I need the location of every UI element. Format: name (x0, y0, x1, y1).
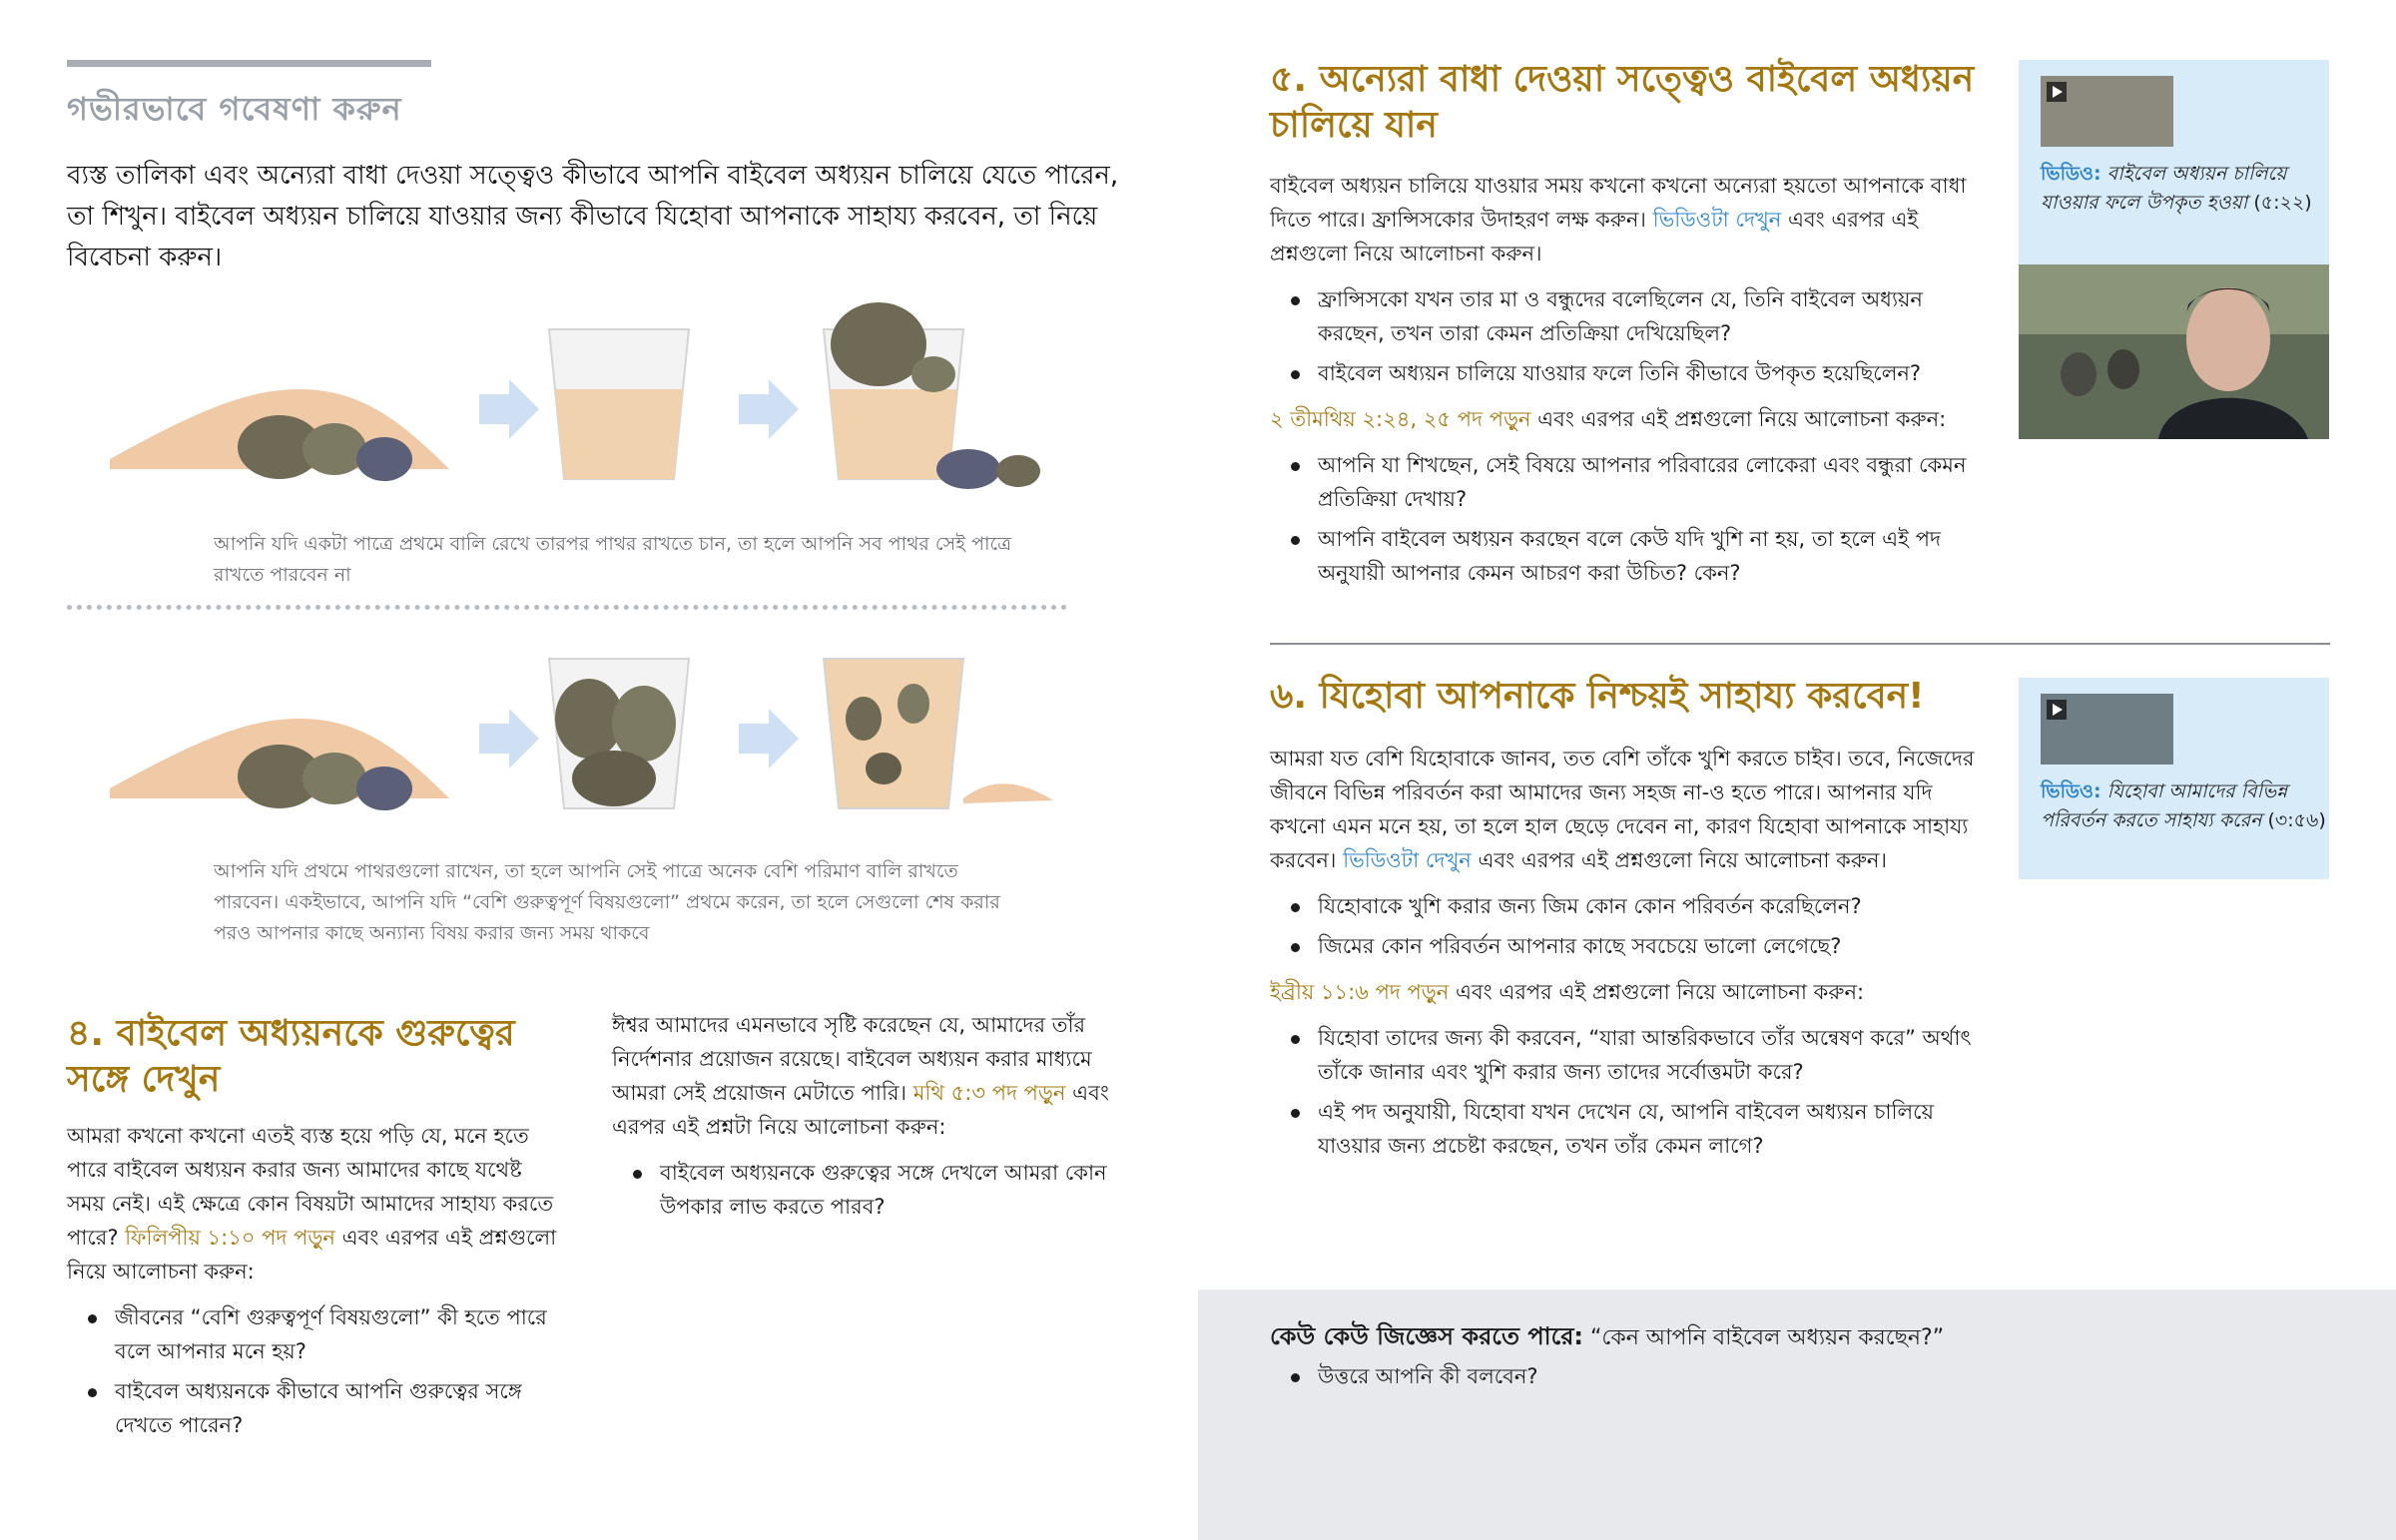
rock (911, 356, 955, 392)
footer-quote: “কেন আপনি বাইবেল অধ্যয়ন করছেন?” (1590, 1325, 1945, 1350)
research-heading: গভীরভাবে গবেষণা করুন (67, 90, 402, 128)
paragraph-text: এবং এরপর এই প্রশ্নগুলো নিয়ে আলোচনা করুন। (1478, 848, 1887, 872)
video-duration: (৩:৫৬) (2267, 809, 2326, 831)
rock (302, 753, 366, 804)
section-4-title: ৪. বাইবেল অধ্যয়নকে গুরুত্বের সঙ্গে দেখুন (67, 1013, 515, 1100)
question-list (1270, 889, 1989, 963)
sand-in-glass (555, 389, 683, 479)
rock (866, 753, 901, 784)
arrow-right-icon (739, 379, 799, 439)
arrow-right-icon (479, 709, 539, 769)
paragraph-text: এবং এরপর এই প্রশ্নগুলো নিয়ে আলোচনা করুন: (67, 1226, 557, 1283)
question-item: বাইবেল অধ্যয়নকে কীভাবে আপনি গুরুত্বের সঙ্গে দেখতে পারেন? (115, 1374, 566, 1442)
video-still-photo[interactable] (2019, 264, 2329, 439)
illustration-caption-1: আপনি যদি একটা পাত্রে প্রথমে বালি রেখে তারপর পাথর রাখতে চান, তা হলে আপনি সব পাথর সেই পাত্রে রাখতে পারবেন না (214, 533, 1012, 586)
video-duration: (৫:২২) (2253, 192, 2312, 214)
question-item: আপনি যা শিখছেন, সেই বিষয়ে আপনার পরিবারের লোকেরা এবং বন্ধুরা কেমন প্রতিক্রিয়া দেখায়? (1318, 448, 1989, 516)
video-caption (2041, 777, 2330, 835)
footer-lead: কেউ কেউ জিজ্ঞেস করতে পারে: (1270, 1322, 1584, 1350)
question-item: জিমের কোন পরিবর্তন আপনার কাছে সবচেয়ে ভালো লেগেছে? (1318, 929, 1989, 963)
paragraph-text: বাইবেল অধ্যয়ন চালিয়ে যাওয়ার সময় কখনো কখনো অন্যেরা হয়তো আপনাকে বাধা দিতে পারে। ফ্রান্সিসকোর উদাহরণ লক্ষ করুন। (1270, 174, 1967, 232)
sand-first-illustration (110, 299, 1068, 499)
question-item: এই পদ অনুযায়ী, যিহোবা যখন দেখেন যে, আপনি বাইবেল অধ্যয়ন চালিয়ে যাওয়ার জন্য প্রচেষ্টা করছেন, তখন তাঁর কেমন লাগে? (1318, 1095, 1989, 1163)
question-list (1270, 1359, 2316, 1399)
scripture-link-matthew[interactable]: মথি ৫:৩ পদ পড়ুন (912, 1081, 1066, 1105)
paragraph-text: এবং এরপর এই প্রশ্নগুলো নিয়ে আলোচনা করুন: (1537, 407, 1947, 431)
paragraph-text: আমরা কখনো কখনো এতই ব্যস্ত হয়ে পড়ি যে, মনে হতে পারে বাইবেল অধ্যয়ন করার জন্য আমাদের কাছে যথেষ্ট সময় নেই। এই ক্ষেত্রে কোন বিষয়টা আমাদের সাহায্য করতে পারে? (67, 1124, 554, 1250)
paragraph-text: এবং এরপর এই প্রশ্নগুলো নিয়ে আলোচনা করুন। (1270, 208, 1919, 265)
research-intro: ব্যস্ত তালিকা এবং অন্যেরা বাধা দেওয়া সত্ত্বেও কীভাবে আপনি বাইবেল অধ্যয়ন চালিয়ে যেতে পারেন, তা শিখুন। বাইবেল অধ্যয়ন চালিয়ে যাওয়ার জন্য কীভাবে যিহোবা আপনাকে সাহায্য করবেন, তা নিয়ে বিবেচনা করুন। (67, 161, 1119, 272)
section-4-continued (612, 1008, 1116, 1230)
video-box-5[interactable] (2019, 60, 2329, 439)
watch-video-link[interactable]: ভিডিওটা দেখুন (1343, 848, 1472, 872)
play-icon[interactable] (2047, 82, 2067, 102)
section-6-read-line (1270, 975, 1989, 1009)
illustration-caption-2: আপনি যদি প্রথমে পাথরগুলো রাখেন, তা হলে আপনি সেই পাত্রে অনেক বেশি পরিমাণ বালি রাখতে পারবেন। একইভাবে, আপনি যদি “বেশি গুরুত্বপূর্ণ বিষয়গুলো” প্রথমে করেন, তা হলে সেগুলো শেষ করার পরও আপনার কাছে অন্যান্য বিষয় করার জন্য সময় থাকবে (214, 860, 1000, 944)
rock (572, 751, 656, 806)
rock (302, 423, 366, 475)
section-4-paragraph-2 (612, 1008, 1116, 1144)
arrow-right-icon (739, 709, 799, 769)
discussion-footer (1198, 1289, 2396, 1540)
watch-video-link[interactable]: ভিডিওটা দেখুন (1652, 208, 1782, 232)
video-title: বাইবেল অধ্যয়ন চালিয়ে যাওয়ার ফলে উপকৃত হওয়া (2041, 163, 2287, 214)
question-item: উত্তরে আপনি কী বলবেন? (1318, 1359, 2316, 1393)
video-label: ভিডিও: (2041, 780, 2101, 802)
rock (996, 455, 1040, 487)
scripture-link-2-timothy[interactable]: ২ তীমথিয় ২:২৪, ২৫ পদ পড়ুন (1270, 407, 1531, 431)
rock (846, 697, 882, 741)
section-6-title: ৬. যিহোবা আপনাকে নিশ্চয়ই সাহায্য করবেন! (1270, 676, 1925, 717)
question-list (1270, 1021, 1989, 1163)
arrow-right-icon (479, 379, 539, 439)
section-divider (1270, 643, 2330, 645)
paragraph-text: আমরা যত বেশি যিহোবাকে জানব, তত বেশি তাঁকে খুশি করতে চাইব। তবে, নিজেদের জীবনে বিভিন্ন পরিবর্তন করা আমাদের জন্য সহজ না-ও হতে পারে। আপনার যদি কখনো এমন মনে হয়, তা হলে হাল ছেড়ে দেবেন না, কারণ যিহোবা আপনাকে সাহায্য করবেন। (1270, 747, 1975, 872)
question-item: যিহোবা তাদের জন্য কী করবেন, “যারা আন্তরিকভাবে তাঁর অন্বেষণ করে” অর্থাৎ তাঁকে জানার এবং খুশি করার জন্য তাদের সর্বোত্তমটা করে? (1318, 1021, 1989, 1089)
question-item: ফ্রান্সিসকো যখন তার মা ও বন্ধুদের বলেছিলেন যে, তিনি বাইবেল অধ্যয়ন করছেন, তখন তারা কেমন প্রতিক্রিয়া দেখিয়েছিল? (1318, 282, 1989, 350)
scripture-link-hebrews[interactable]: ইব্রীয় ১১:৬ পদ পড়ুন (1270, 980, 1450, 1004)
question-list (1270, 448, 1989, 590)
rock (612, 686, 676, 762)
question-item: যিহোবাকে খুশি করার জন্য জিম কোন কোন পরিবর্তন করেছিলেন? (1318, 889, 1989, 923)
question-item: বাইবেল অধ্যয়নকে গুরুত্বের সঙ্গে দেখলে আমরা কোন উপকার লাভ করতে পারব? (660, 1156, 1116, 1224)
paragraph-text: ঈশ্বর আমাদের এমনভাবে সৃষ্টি করেছেন যে, আমাদের তাঁর নির্দেশনার প্রয়োজন রয়েছে। বাইবেল অধ্যয়ন করার মাধ্যমে আমরা সেই প্রয়োজন মেটাতে পারি। (612, 1013, 1092, 1105)
question-item: আপনি বাইবেল অধ্যয়ন করছেন বলে কেউ যদি খুশি না হয়, তা হলে এই পদ অনুযায়ী আপনার কেমন আচরণ করা উচিত? কেন? (1318, 522, 1989, 590)
rocks-first-illustration (110, 629, 1068, 828)
video-thumbnail[interactable] (2041, 76, 2173, 147)
section-4 (67, 1011, 566, 1448)
play-icon[interactable] (2047, 700, 2067, 720)
rock (356, 767, 412, 810)
section-4-paragraph (67, 1119, 566, 1288)
section-5-paragraph (1270, 169, 1989, 270)
paragraph-text: এবং এরপর এই প্রশ্নগুলো নিয়ে আলোচনা করুন: (1456, 980, 1865, 1004)
video-label: ভিডিও: (2041, 163, 2101, 185)
section-6-paragraph (1270, 742, 1989, 877)
rock (898, 684, 929, 724)
question-item: বাইবেল অধ্যয়ন চালিয়ে যাওয়ার ফলে তিনি কীভাবে উপকৃত হয়েছিলেন? (1318, 356, 1989, 390)
section-5 (1270, 57, 1989, 596)
section-5-read-line (1270, 402, 1989, 436)
video-box-6[interactable] (2019, 678, 2329, 879)
section-rule (67, 60, 431, 67)
sand-spill (963, 783, 1053, 803)
section-6 (1270, 674, 1989, 1169)
video-thumbnail[interactable] (2041, 694, 2173, 765)
footer-question-line (1270, 1319, 2318, 1355)
question-list (1270, 282, 1989, 390)
question-list (67, 1300, 566, 1442)
paragraph-text: এবং এরপর এই প্রশ্নটা নিয়ে আলোচনা করুন: (612, 1081, 1109, 1139)
question-item: জীবনের “বেশি গুরুত্বপূর্ণ বিষয়গুলো” কী হতে পারে বলে আপনার মনে হয়? (115, 1300, 566, 1368)
video-caption (2041, 160, 2330, 218)
video-title: যিহোবা আমাদের বিভিন্ন পরিবর্তন করতে সাহায্য করেন (2041, 780, 2288, 831)
scripture-link-philippians[interactable]: ফিলিপীয় ১:১০ পদ পড়ুন (125, 1226, 335, 1250)
section-5-title: ৫. অন্যেরা বাধা দেওয়া সত্ত্বেও বাইবেল অধ্যয়ন চালিয়ে যান (1270, 59, 1975, 146)
glass-full-sand (824, 659, 963, 808)
rock (356, 437, 412, 481)
rock (936, 449, 1000, 489)
dotted-divider (67, 605, 1067, 610)
question-list (612, 1156, 1116, 1224)
